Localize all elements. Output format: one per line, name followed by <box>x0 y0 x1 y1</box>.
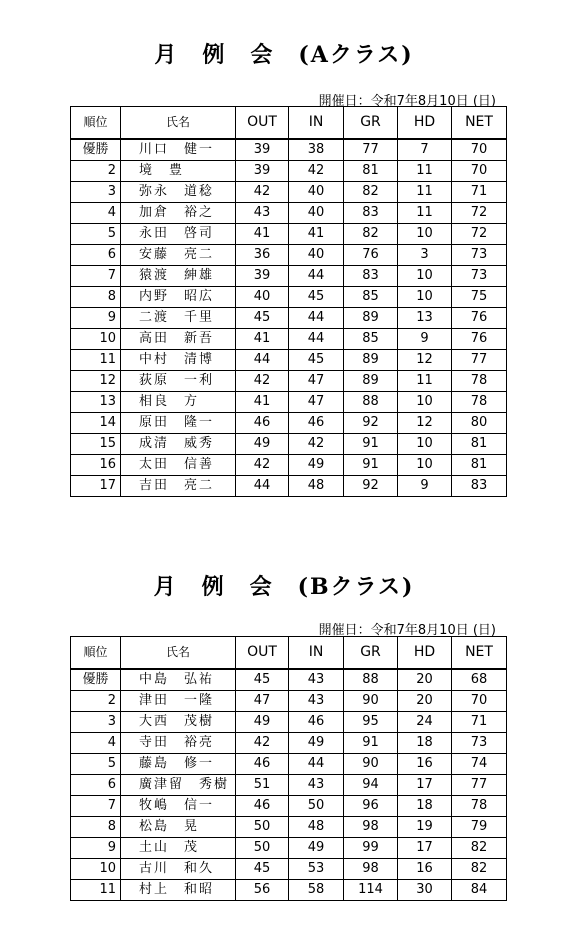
cell-in: 49 <box>289 838 344 859</box>
cell-hd: 16 <box>398 754 452 775</box>
table-row <box>71 245 507 266</box>
table-row <box>71 329 507 350</box>
cell-in: 44 <box>289 266 344 287</box>
table-row <box>71 796 507 817</box>
cell-rank: 2 <box>71 161 121 182</box>
cell-hd: 30 <box>398 880 452 901</box>
cell-name: 猿渡 紳雄 <box>121 266 236 287</box>
cell-rank: 9 <box>71 838 121 859</box>
cell-gr: 85 <box>344 329 398 350</box>
cell-hd: 20 <box>398 669 452 691</box>
cell-rank: 10 <box>71 329 121 350</box>
cell-out: 45 <box>236 308 289 329</box>
cell-gr: 77 <box>344 139 398 161</box>
cell-hd: 3 <box>398 245 452 266</box>
cell-gr: 89 <box>344 308 398 329</box>
cell-hd: 12 <box>398 350 452 371</box>
class-b-body <box>71 669 507 901</box>
cell-gr: 90 <box>344 691 398 712</box>
class-a-date: 開催日：令和7年8月10日 (日) <box>318 94 496 109</box>
cell-net: 75 <box>452 287 507 308</box>
table-row <box>71 880 507 901</box>
cell-in: 49 <box>289 455 344 476</box>
cell-net: 68 <box>452 669 507 691</box>
cell-net: 80 <box>452 413 507 434</box>
cell-name: 安藤 亮二 <box>121 245 236 266</box>
cell-hd: 10 <box>398 455 452 476</box>
cell-net: 79 <box>452 817 507 838</box>
cell-name: 境 豊 <box>121 161 236 182</box>
cell-net: 72 <box>452 203 507 224</box>
cell-gr: 89 <box>344 371 398 392</box>
header-gr: GR <box>344 637 398 670</box>
cell-hd: 18 <box>398 796 452 817</box>
class-a-title: 月 例 会 (Aクラス) <box>154 42 414 68</box>
cell-in: 44 <box>289 329 344 350</box>
class-b-title: 月 例 会 (Bクラス) <box>153 574 415 600</box>
cell-in: 45 <box>289 350 344 371</box>
cell-out: 50 <box>236 838 289 859</box>
cell-name: 古川 和久 <box>121 859 236 880</box>
cell-out: 46 <box>236 413 289 434</box>
cell-gr: 83 <box>344 203 398 224</box>
cell-name: 寺田 裕亮 <box>121 733 236 754</box>
cell-name: 加倉 裕之 <box>121 203 236 224</box>
cell-out: 41 <box>236 224 289 245</box>
cell-gr: 85 <box>344 287 398 308</box>
cell-net: 84 <box>452 880 507 901</box>
cell-rank: 6 <box>71 245 121 266</box>
cell-out: 44 <box>236 350 289 371</box>
class-b-table <box>70 636 507 901</box>
cell-rank: 14 <box>71 413 121 434</box>
cell-name: 中島 弘祐 <box>121 669 236 691</box>
cell-hd: 11 <box>398 161 452 182</box>
cell-rank: 6 <box>71 775 121 796</box>
cell-rank: 12 <box>71 371 121 392</box>
cell-in: 49 <box>289 733 344 754</box>
cell-net: 73 <box>452 245 507 266</box>
cell-name: 大西 茂樹 <box>121 712 236 733</box>
cell-in: 50 <box>289 796 344 817</box>
table-row <box>71 817 507 838</box>
cell-out: 49 <box>236 712 289 733</box>
header-row <box>71 637 507 670</box>
cell-in: 43 <box>289 669 344 691</box>
cell-hd: 9 <box>398 476 452 497</box>
header-in: IN <box>289 637 344 670</box>
cell-name: 荻原 一利 <box>121 371 236 392</box>
cell-gr: 92 <box>344 413 398 434</box>
cell-in: 58 <box>289 880 344 901</box>
cell-gr: 89 <box>344 350 398 371</box>
cell-out: 39 <box>236 266 289 287</box>
cell-hd: 20 <box>398 691 452 712</box>
cell-gr: 114 <box>344 880 398 901</box>
cell-gr: 92 <box>344 476 398 497</box>
table-row <box>71 754 507 775</box>
cell-rank: 4 <box>71 203 121 224</box>
cell-rank: 11 <box>71 350 121 371</box>
cell-net: 70 <box>452 139 507 161</box>
cell-gr: 76 <box>344 245 398 266</box>
cell-out: 56 <box>236 880 289 901</box>
cell-in: 41 <box>289 224 344 245</box>
cell-hd: 11 <box>398 182 452 203</box>
cell-out: 39 <box>236 139 289 161</box>
table-row <box>71 371 507 392</box>
table-row <box>71 691 507 712</box>
cell-gr: 90 <box>344 754 398 775</box>
cell-out: 41 <box>236 392 289 413</box>
cell-gr: 91 <box>344 733 398 754</box>
cell-name: 津田 一隆 <box>121 691 236 712</box>
cell-in: 48 <box>289 817 344 838</box>
cell-in: 43 <box>289 775 344 796</box>
cell-name: 村上 和昭 <box>121 880 236 901</box>
cell-hd: 10 <box>398 266 452 287</box>
header-row <box>71 107 507 140</box>
table-row <box>71 859 507 880</box>
header-name: 氏名 <box>121 107 236 140</box>
class-a-body <box>71 139 507 497</box>
table-row <box>71 287 507 308</box>
cell-net: 77 <box>452 350 507 371</box>
cell-out: 42 <box>236 733 289 754</box>
cell-hd: 10 <box>398 434 452 455</box>
table-row <box>71 224 507 245</box>
cell-name: 太田 信善 <box>121 455 236 476</box>
cell-hd: 10 <box>398 224 452 245</box>
cell-name: 土山 茂 <box>121 838 236 859</box>
cell-in: 43 <box>289 691 344 712</box>
cell-hd: 11 <box>398 203 452 224</box>
table-row <box>71 712 507 733</box>
cell-rank: 10 <box>71 859 121 880</box>
cell-out: 45 <box>236 669 289 691</box>
cell-name: 廣津留 秀樹 <box>121 775 236 796</box>
cell-rank: 4 <box>71 733 121 754</box>
cell-gr: 98 <box>344 817 398 838</box>
class-b-date: 開催日：令和7年8月10日 (日) <box>318 623 496 638</box>
table-row <box>71 455 507 476</box>
cell-hd: 13 <box>398 308 452 329</box>
cell-in: 46 <box>289 712 344 733</box>
cell-rank: 8 <box>71 817 121 838</box>
cell-out: 50 <box>236 817 289 838</box>
cell-hd: 11 <box>398 371 452 392</box>
cell-out: 42 <box>236 371 289 392</box>
cell-rank: 13 <box>71 392 121 413</box>
cell-hd: 9 <box>398 329 452 350</box>
table-row <box>71 203 507 224</box>
cell-out: 40 <box>236 287 289 308</box>
cell-in: 40 <box>289 245 344 266</box>
cell-in: 44 <box>289 308 344 329</box>
cell-name: 成清 威秀 <box>121 434 236 455</box>
cell-out: 36 <box>236 245 289 266</box>
cell-rank: 15 <box>71 434 121 455</box>
cell-name: 相良 方 <box>121 392 236 413</box>
cell-hd: 10 <box>398 392 452 413</box>
table-row <box>71 392 507 413</box>
cell-in: 45 <box>289 287 344 308</box>
cell-name: 牧嶋 信一 <box>121 796 236 817</box>
table-row <box>71 413 507 434</box>
cell-out: 46 <box>236 754 289 775</box>
cell-name: 二渡 千里 <box>121 308 236 329</box>
cell-name: 松島 晃 <box>121 817 236 838</box>
header-out: OUT <box>236 637 289 670</box>
cell-out: 47 <box>236 691 289 712</box>
cell-gr: 88 <box>344 392 398 413</box>
cell-rank: 3 <box>71 182 121 203</box>
cell-in: 40 <box>289 203 344 224</box>
table-row <box>71 350 507 371</box>
cell-net: 82 <box>452 838 507 859</box>
class-a-table <box>70 106 507 497</box>
cell-rank: 2 <box>71 691 121 712</box>
cell-hd: 10 <box>398 287 452 308</box>
table-row <box>71 139 507 161</box>
cell-out: 43 <box>236 203 289 224</box>
cell-net: 81 <box>452 455 507 476</box>
cell-net: 72 <box>452 224 507 245</box>
cell-hd: 17 <box>398 838 452 859</box>
cell-net: 73 <box>452 733 507 754</box>
cell-gr: 91 <box>344 434 398 455</box>
cell-name: 原田 隆一 <box>121 413 236 434</box>
cell-gr: 81 <box>344 161 398 182</box>
table-row <box>71 434 507 455</box>
cell-hd: 16 <box>398 859 452 880</box>
table-row <box>71 182 507 203</box>
header-hd: HD <box>398 637 452 670</box>
cell-in: 44 <box>289 754 344 775</box>
cell-in: 40 <box>289 182 344 203</box>
cell-gr: 98 <box>344 859 398 880</box>
cell-net: 76 <box>452 329 507 350</box>
cell-name: 川口 健一 <box>121 139 236 161</box>
cell-gr: 94 <box>344 775 398 796</box>
cell-net: 71 <box>452 712 507 733</box>
cell-net: 74 <box>452 754 507 775</box>
cell-out: 45 <box>236 859 289 880</box>
table-row <box>71 476 507 497</box>
cell-rank: 7 <box>71 266 121 287</box>
cell-net: 82 <box>452 859 507 880</box>
cell-name: 永田 啓司 <box>121 224 236 245</box>
cell-name: 藤島 修一 <box>121 754 236 775</box>
table-row <box>71 266 507 287</box>
cell-in: 38 <box>289 139 344 161</box>
cell-name: 中村 清博 <box>121 350 236 371</box>
cell-hd: 24 <box>398 712 452 733</box>
cell-gr: 91 <box>344 455 398 476</box>
cell-gr: 95 <box>344 712 398 733</box>
cell-name: 吉田 亮二 <box>121 476 236 497</box>
cell-out: 42 <box>236 455 289 476</box>
table-row <box>71 669 507 691</box>
table-row <box>71 733 507 754</box>
cell-out: 46 <box>236 796 289 817</box>
cell-net: 83 <box>452 476 507 497</box>
cell-net: 71 <box>452 182 507 203</box>
cell-out: 44 <box>236 476 289 497</box>
cell-name: 内野 昭広 <box>121 287 236 308</box>
cell-gr: 96 <box>344 796 398 817</box>
header-hd: HD <box>398 107 452 140</box>
cell-in: 53 <box>289 859 344 880</box>
cell-rank: 9 <box>71 308 121 329</box>
cell-in: 47 <box>289 371 344 392</box>
header-rank: 順位 <box>71 107 121 140</box>
cell-net: 77 <box>452 775 507 796</box>
cell-in: 42 <box>289 161 344 182</box>
cell-in: 46 <box>289 413 344 434</box>
cell-out: 49 <box>236 434 289 455</box>
cell-name: 高田 新吾 <box>121 329 236 350</box>
header-out: OUT <box>236 107 289 140</box>
header-name: 氏名 <box>121 637 236 670</box>
cell-hd: 17 <box>398 775 452 796</box>
cell-gr: 82 <box>344 224 398 245</box>
cell-net: 70 <box>452 161 507 182</box>
cell-gr: 83 <box>344 266 398 287</box>
cell-hd: 19 <box>398 817 452 838</box>
cell-net: 76 <box>452 308 507 329</box>
cell-rank: 11 <box>71 880 121 901</box>
table-row <box>71 775 507 796</box>
table-row <box>71 308 507 329</box>
cell-gr: 82 <box>344 182 398 203</box>
cell-rank: 3 <box>71 712 121 733</box>
cell-in: 48 <box>289 476 344 497</box>
cell-rank: 優勝 <box>71 139 121 161</box>
table-row <box>71 161 507 182</box>
cell-in: 42 <box>289 434 344 455</box>
cell-gr: 99 <box>344 838 398 859</box>
cell-hd: 12 <box>398 413 452 434</box>
header-net: NET <box>452 107 507 140</box>
cell-rank: 優勝 <box>71 669 121 691</box>
cell-net: 81 <box>452 434 507 455</box>
cell-net: 73 <box>452 266 507 287</box>
cell-net: 78 <box>452 392 507 413</box>
cell-rank: 5 <box>71 754 121 775</box>
cell-out: 39 <box>236 161 289 182</box>
cell-name: 弥永 道稔 <box>121 182 236 203</box>
header-in: IN <box>289 107 344 140</box>
header-rank: 順位 <box>71 637 121 670</box>
cell-gr: 88 <box>344 669 398 691</box>
cell-out: 51 <box>236 775 289 796</box>
cell-rank: 7 <box>71 796 121 817</box>
table-row <box>71 838 507 859</box>
cell-rank: 8 <box>71 287 121 308</box>
cell-out: 41 <box>236 329 289 350</box>
cell-rank: 5 <box>71 224 121 245</box>
cell-net: 78 <box>452 796 507 817</box>
cell-in: 47 <box>289 392 344 413</box>
header-net: NET <box>452 637 507 670</box>
cell-net: 70 <box>452 691 507 712</box>
cell-out: 42 <box>236 182 289 203</box>
cell-rank: 16 <box>71 455 121 476</box>
cell-rank: 17 <box>71 476 121 497</box>
cell-hd: 7 <box>398 139 452 161</box>
cell-net: 78 <box>452 371 507 392</box>
cell-hd: 18 <box>398 733 452 754</box>
header-gr: GR <box>344 107 398 140</box>
